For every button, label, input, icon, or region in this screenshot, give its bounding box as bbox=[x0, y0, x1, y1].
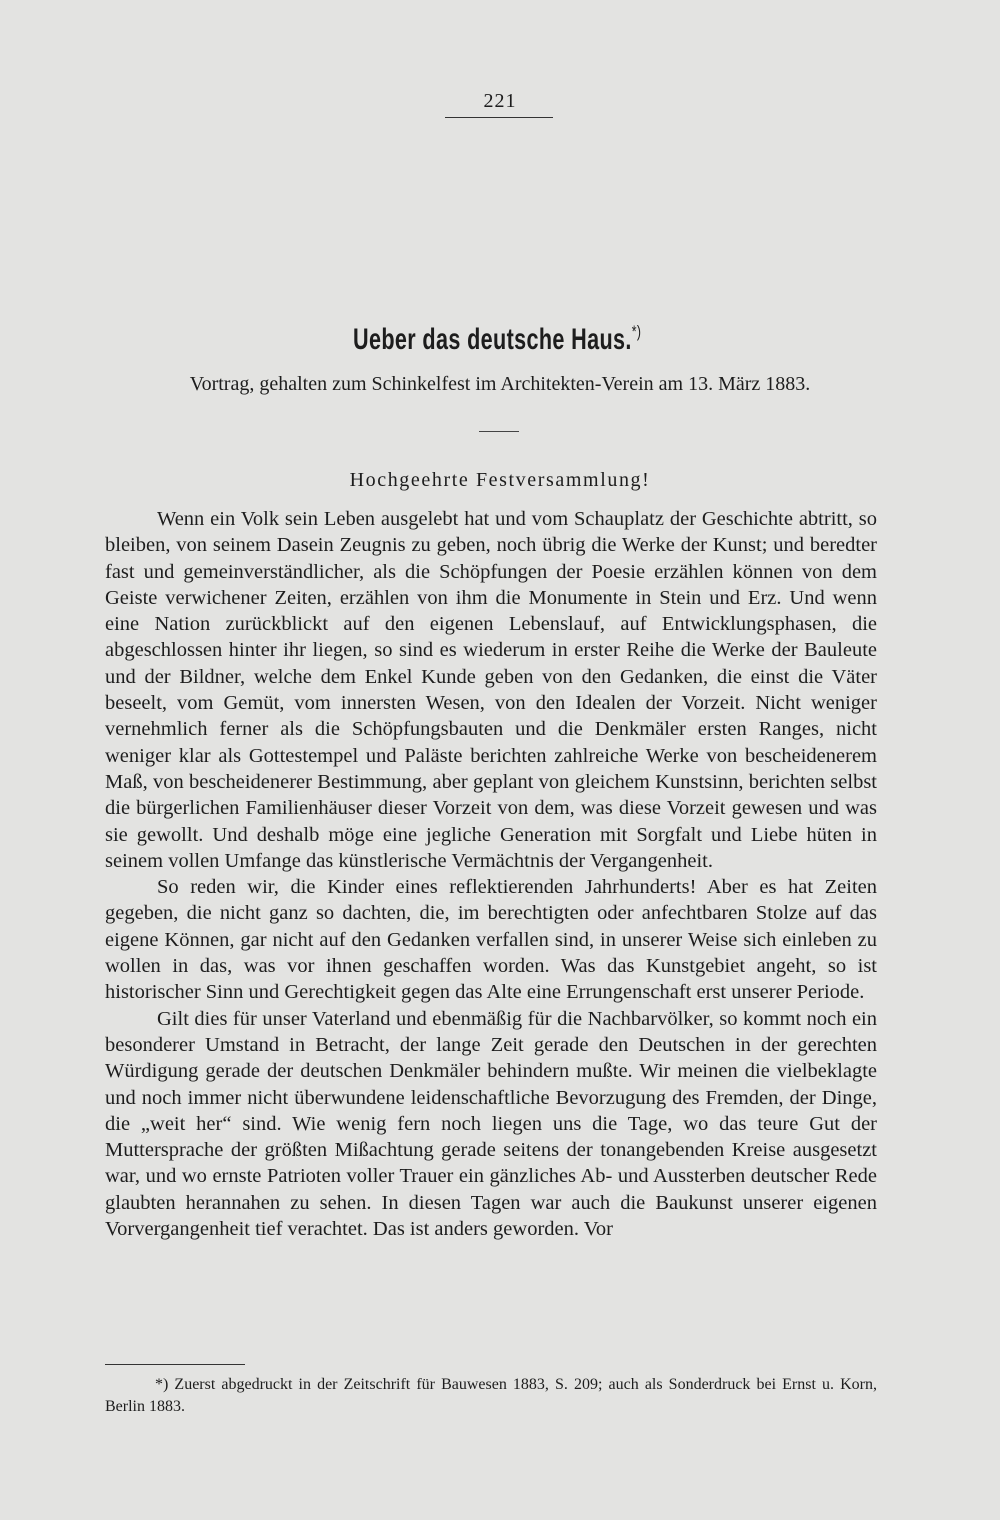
body-text bbox=[105, 506, 877, 1242]
salutation: Hochgeehrte Festversammlung! bbox=[349, 469, 651, 491]
article-subtitle: Vortrag, gehalten zum Schinkelfest im Architekten-Verein am 13. März 1883. bbox=[189, 373, 811, 395]
header-rule bbox=[445, 117, 553, 118]
paragraph: So reden wir, die Kinder eines reflektierenden Jahrhunderts! Aber es hat Zeiten gegeben, die nicht ganz so dachten, die, im berechtigten oder anfechtbaren Stolze auf das eigene Können, gar nicht auf den Gedanken verfallen sind, in unserer Weise sich einleben zu wollen in das, was vor ihnen geschaffen worden. Was das Kunstgebiet angeht, so ist historischer Sinn und Gerechtigkeit gegen das Alte eine Errungenschaft erst unserer Periode. bbox=[105, 876, 877, 1004]
article-title bbox=[137, 322, 857, 357]
paragraph: Wenn ein Volk sein Leben ausgelebt hat und vom Schauplatz der Geschichte abtritt, so bleiben, von seinem Dasein Zeugnis zu geben, noch übrig die Werke der Kunst; und beredter fast und gemeinverständlicher, als die Schöpfungen der Poesie erzählen können von dem Geiste verwichener Zeiten, erzählen von ihm die Monumente in Stein und Erz. Und wenn eine Nation zurückblickt auf den eigenen Lebenslauf, auf Entwicklungsphasen, die abgeschlossen hinter ihr liegen, so sind es wiederum in erster Reihe die Werke der Bauleute und der Bildner, welche dem Enkel Kunde geben von den Gedanken, die einst die Väter beseelt, vom Gemüt, vom innersten Wesen, von den Idealen der Vorzeit. Nicht weniger vernehmlich ferner als die Schöpfungsbauten und die Denkmäler ersten Ranges, nicht weniger klar als Gottestempel und Paläste berichten zahlreiche Werke von bescheidenerem Maß, von bescheidenerer Bestimmung, aber geplant von gleichem Kunstsinn, berichten selbst die bürgerlichen Familienhäuser dieser Vorzeit von dem, was diese Vorzeit gewesen und was sie gewollt. Und deshalb möge eine jegliche Generation mit Sorgfalt und Liebe hüten in seinem vollen Umfange das künstlerische Vermächtnis der Vergangenheit. bbox=[105, 508, 877, 872]
footnote-rule bbox=[105, 1364, 245, 1365]
title-text: Ueber das deutsche Haus. bbox=[353, 323, 632, 356]
section-rule bbox=[479, 431, 519, 432]
title-footnote-marker: *) bbox=[631, 322, 642, 341]
footnote: *) Zuerst abgedruckt in der Zeitschrift für Bauwesen 1883, S. 209; auch als Sonderdruck bei Ernst u. Korn, Berlin 1883. bbox=[105, 1376, 877, 1415]
page-number: 221 bbox=[483, 90, 517, 112]
paragraph: Gilt dies für unser Vaterland und ebenmäßig für die Nachbarvölker, so kommt noch ein besonderer Umstand in Betracht, der lange Zeit gerade den Deutschen in der gerechten Würdigung gerade der deutschen Denkmäler behindern mußte. Wir meinen die vielbeklagte und noch immer nicht überwundene leidenschaftliche Bevorzugung des Fremden, der Dinge, die „weit her“ sind. Wie wenig fern noch liegen uns die Tage, wo das teure Gut der Muttersprache der größten Mißachtung gerade seitens der tonangebenden Kreise ausgesetzt war, und wo ernste Patrioten voller Trauer ein gänzliches Ab- und Aussterben deutscher Rede glaubten herannahen zu sehen. In diesen Tagen war auch die Baukunst unserer eigenen Vorvergangenheit tief verachtet. Das ist anders geworden. Vor bbox=[105, 1007, 877, 1241]
